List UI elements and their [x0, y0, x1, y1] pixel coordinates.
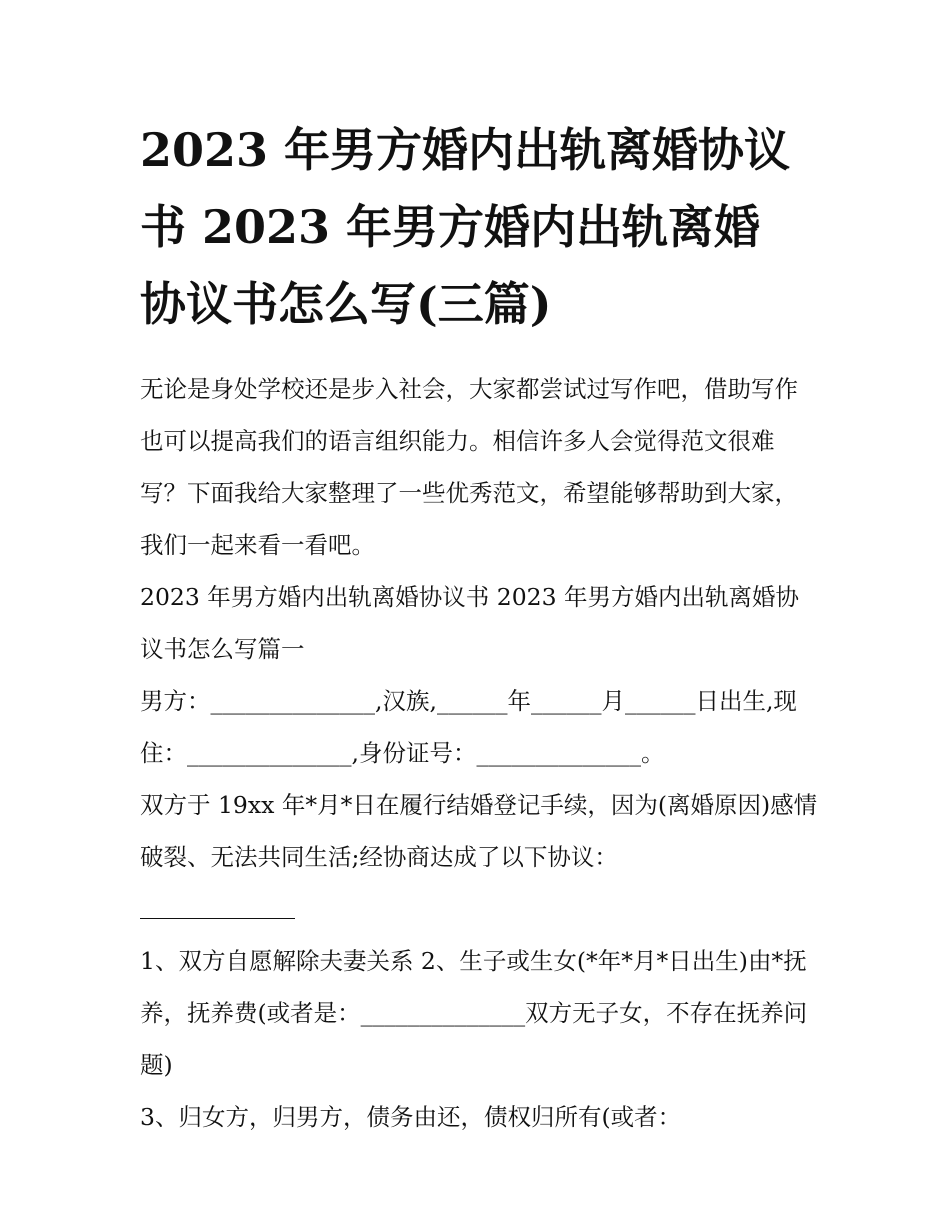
intro-paragraph: 无论是身处学校还是步入社会，大家都尝试过写作吧，借助写作也可以提高我们的语言组织能力。相信许多人会觉得范文很难写？下面我给大家整理了一些优秀范文，希望能够帮助到大家，我们一起来看一看吧。 — [140, 375, 798, 559]
agreement-intro-paragraph: 双方于 19xx 年*月*日在履行结婚登记手续，因为(离婚原因)感情破裂、无法共同生活;经协商达成了以下协议： — [140, 791, 818, 871]
document-title — [140, 112, 820, 343]
clause-1-2-paragraph: 1、双方自愿解除夫妻关系 2、生子或生女(*年*月*日出生)由*抚养，抚养费(或者是：______________双方无子女，不存在抚养问题) — [140, 947, 808, 1079]
title-line-2: 书 2023 年男方婚内出轨离婚 — [140, 200, 761, 254]
blank-line — [140, 883, 820, 935]
title-line-1: 2023 年男方婚内出轨离婚协议 — [140, 123, 791, 177]
clause-3-paragraph: 3、归女方，归男方，债务由还，债权归所有(或者： — [140, 1103, 682, 1131]
section-heading: 2023 年男方婚内出轨离婚协议书 2023 年男方婚内出轨离婚协议书怎么写篇一 — [140, 583, 800, 663]
document-page — [140, 112, 820, 1143]
title-line-3: 协议书怎么写(三篇) — [140, 277, 552, 331]
man-info-paragraph: 男方：______________,汉族,______年______月______日出生,现住：______________,身份证号：______________。 — [140, 687, 797, 767]
